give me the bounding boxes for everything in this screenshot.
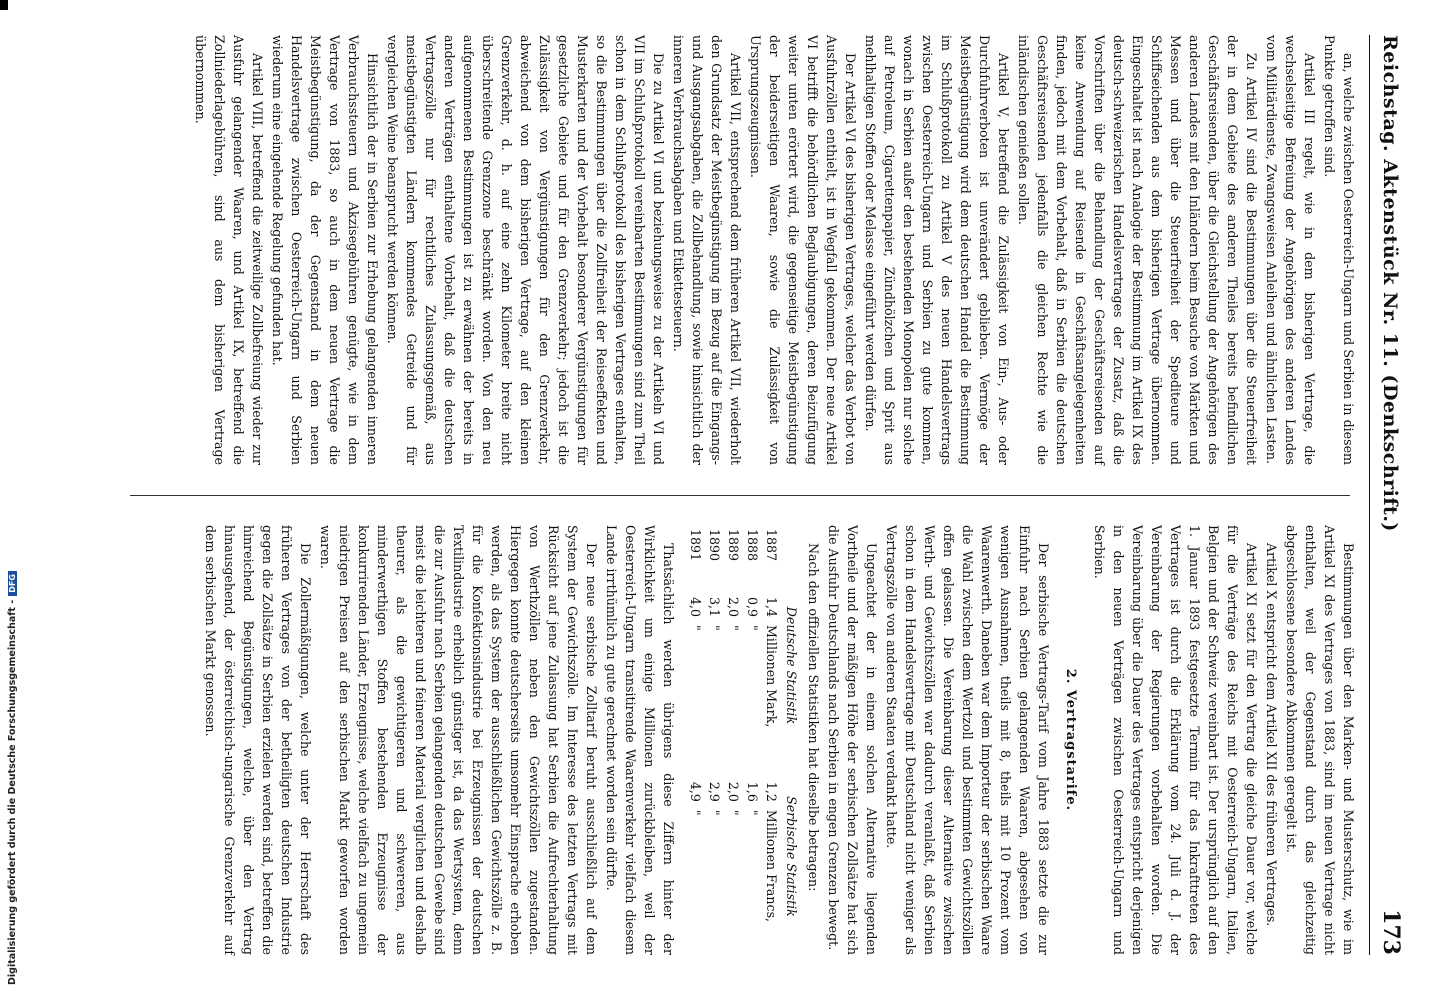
serbian-unit-cell: " xyxy=(688,809,703,816)
paragraph: Bestimmungen über den Marken- und Musterschutz, wie im Artikel XI des Vertrages von 1883, sind im neuen Vertrage nicht enthalten, weil der Gegenstand durch das gleichzeitig abgeschlossene besondere Abkommen geregelt ist. xyxy=(1284,525,1356,955)
export-statistics-table xyxy=(686,525,802,955)
serbian-value-cell: 2,0 xyxy=(726,781,741,802)
table-row xyxy=(762,525,781,955)
year-cell: 1891 xyxy=(688,529,703,562)
paragraph: Artikel VIII, betreffend die zeitweilige Zollbefreiung wieder zur Ausfuhr gelangender Waaren, und Artikel IX, betreffend die Zollniederlagebühren, sind aus dem bisherigen Vertrage übernommen. xyxy=(193,35,265,465)
german-value-cell: 4,0 xyxy=(688,596,703,617)
table-row xyxy=(724,525,743,955)
paragraph: Der Artikel VI des bisherigen Vertrages, welcher das Verbot von Ausfuhrzöllen enthielt, ist in Wegfall gekommen. Der neue Artikel VI betrifft die behördlichen Beglaubigungen, deren Beizufügung weiter unten erörtert wird, die gegenseitige Meistbegünstigung der beiderseitigen Waaren, sowie die Zulässigkeit von Ursprungszeugnissen. xyxy=(748,35,858,465)
paragraph: Der neue serbische Zolltarif beruht ausschließlich auf dem System der Gewichtszölle. Im Interesse des letzten Vertrags mit Rücksicht auf jene Zulassung hat Serbien die Aufrechterhaltung von Werthzöllen neben den Gewichtszöllen zugestanden. Hiergegen konnte deutscherseits umsomehr Einsprache erhoben werden, als das System der ausschließlichen Gewichtszölle z. B. für die Konfektionsindustrie bei Erzeugnissen der deutschen Textilindustrie erheblich günstiger ist, da das Wertsystem, denn die zur Ausfuhr nach Serbien gelangenden deutschen Gewebe sind meist die leichteren und feineren Material verglichen und deshalb theurer, als die gewichtigeren und schwereren, aus minderwerthigen Stoffen bestehenden Erzeugnisse der konkurrirenden Länder, Erzeugnisse, welche vielfach zu ungemein niedrigen Preisen auf den serbischen Markt geworfen worden waren. xyxy=(318,525,599,955)
page-frame xyxy=(100,15,1410,975)
table-header-row xyxy=(781,525,802,955)
paragraph: Die zu Artikel VI und beziehungsweise zu der Artikeln VI und VII im Schlußprotokoll vereinbarten Bestimmungen sind zum Theil schon in dem Schlußprotokoll des bisherigen Vertrages enthalten, so die Bestimmungen über die Zollfreiheit der Reiseeffekten und Musterkarten und der Vorbehalt besonderer Vergünstigungen für gesetzliche Gebiete und für den Grenzverkehr; jedoch ist die Zulässigkeit von Vergünstigungen für den Grenzverkehr, abweichend von dem bisherigen Vertrage, auf den kleinen Grenzverkehr, d. h. auf eine zehn Kilometer breite nicht überschreitende Grenzzone beschränkt worden. Von den neu aufgenommenen Bestimmungen ist zu erwähnen der bereits in anderen Verträgen enthaltene Vorbehalt, daß die deutschen Vertragszölle nur für rechtliches Zulassungsgemäß, aus meistbegünstigten Ländern kommendes Getreide und für vergleichen Weine beansprucht werden können. xyxy=(385,35,666,465)
german-unit-cell: " xyxy=(726,625,741,631)
credit-text: Digitalisierung gefördert durch die Deutsche Forschungsgemeinschaft - xyxy=(7,599,18,985)
running-header xyxy=(1369,35,1404,955)
page-number: 173 xyxy=(1378,909,1404,955)
serbian-value-cell: 1,2 xyxy=(764,781,779,802)
table-row xyxy=(705,525,724,955)
serbian-unit-cell: Millionen Francs, xyxy=(764,809,779,923)
paragraph: an, welche zwischen Oesterreich-Ungarn und Serbien in diesem Punkte getroffen sind. xyxy=(1322,35,1356,465)
serbian-unit-cell: " xyxy=(745,809,760,816)
german-value-cell: 1,4 xyxy=(764,596,779,617)
year-header xyxy=(781,525,802,573)
paragraph: Artikel V, betreffend die Zulässigkeit von Ein-, Aus- oder Durchfuhrverboten ist unverändert geblieben. Vermöge der Meistbegünstigung wird dem deutschen Handel die Bestimmung im Schlußprotokoll zu Artikel V des neuen Handelsvertrags zwischen Oesterreich-Ungarn und Serbien zu gute kommen, wonach in Serbien außer den bestehenden Monopolen nur solche auf Petroleum, Cigarettenpapier, Zündhölzchen und Sprit aus mehlhaltigen Stoffen oder Melasse eingeführt werden dürfen. xyxy=(863,35,1011,465)
paragraph: Hinsichtlich der in Serbien zur Erhebung gelangenden inneren Verbrauchssteuern und Akzisegebühren genügte, wie in dem Vertrage von 1883, so auch in dem neuen Vertrage die Meistbegünstigung, da der Gegenstand in dem neuen Handelsvertrage zwischen Oesterreich-Ungarn und Serbien wiederum eine eingehende Regelung gefunden hat. xyxy=(270,35,380,465)
german-unit-cell: " xyxy=(745,625,760,631)
table-row xyxy=(743,525,762,955)
year-cell: 1890 xyxy=(707,529,722,562)
serbian-unit-cell: " xyxy=(726,809,741,816)
paragraph: Artikel XI setzt für den Vertrag die gleiche Dauer vor, welche für die Verträge des Reichs mit Oesterreich-Ungarn, Italien, Belgien und der Schweiz vereinbart ist. Der ursprünglich auf den 1. Januar 1893 festgesetzte Termin für das Inkrafttreten des Vertrages ist durch die Erklärung vom 24. Juli d. J. der Vereinbarung der Regierungen vorbehalten worden. Die Vereinbarung über die Dauer des Vertrages entspricht derjenigen in den neuen Verträgen zwischen Oesterreich-Ungarn und Serbien. xyxy=(1092,525,1259,955)
paragraph: Artikel VII, entsprechend dem früheren Artikel VII, wiederholt den Grundsatz der Meistbegünstigung im Bezug auf die Eingangs- und Ausgangsabgaben, die Zollbehandlung, sowie hinsichtlich der inneren Verbrauchsabgaben und Etikettesteuern. xyxy=(671,35,743,465)
right-column xyxy=(200,525,1358,955)
credit-text-line xyxy=(7,571,18,985)
serbian-value-cell: 1,6 xyxy=(745,781,760,802)
paragraph: Artikel X entspricht dem Artikel XII des früheren Vertrages. xyxy=(1264,543,1279,927)
year-cell: 1889 xyxy=(726,529,741,562)
stats-caption: Nach den offiziellen Statistiken hat dieselbe betragen: xyxy=(806,543,821,892)
scanned-page xyxy=(100,15,1410,975)
digitization-credit xyxy=(0,0,18,1000)
paragraph: Die Zollermäßigungen, welche unter der Herrschaft des früheren Vertrages von der betheiligten deutschen Industrie gegen die Zollsätze in Serbien erzielen werden sind, betreffen die hinreichend Begünstigungen, welche, über den Vertrag hinausgehend, der österreichisch-ungarische Grenzverkehr auf dem serbischen Markt genossen. xyxy=(203,525,313,955)
left-column xyxy=(190,35,1358,465)
running-title: Reichstag. Aktenstück Nr. 11. (Denkschrift.) xyxy=(1379,35,1401,532)
section-heading: 2. Vertragstarife. xyxy=(1063,668,1078,812)
year-cell: 1888 xyxy=(745,529,760,562)
year-cell: 1887 xyxy=(764,529,779,562)
paragraph: Zu Artikel IV sind die Bestimmungen über die Steuerfreiheit der in dem Gebiete des anderen Theiles bereits befindlichen Geschäftsreisenden, über die Gleichstellung der Angehörigen des anderen Landes mit den Inländern beim Besuche von Märkten und Messen und über die Steuerfreiheit der Spediteure und Schiffseichenden aus dem bisherigen Vertrage übernommen. Eingeschaltet ist nach Analogie der Bestimmung im Artikel IX des deutsch-schweizerischen Handelsvertrages der Zusatz, daß die Vorschriften über die Behandlung der Geschäftsreisenden auf keine Anwendung auf Reisende in Geschäftsangelegenheiten finden, jedoch mit dem Vorbehalt, daß in Serbien die deutschen Geschäftsreisenden jedenfalls die gleichen Rechte wie die inländischen genießen sollen. xyxy=(1016,35,1259,465)
paragraph: Der serbische Vertrags-Tarif vom Jahre 1883 setzte die zur Einfuhr nach Serbien gelangenden Waaren, abgesehen von wenigen Ausnahmen, theils mit 8, theils mit 10 Prozent vom Waarenwerth. Daneben war dem Importeur der serbischen Waare die Wahl zwischen dem Wertzoll und bestimmten Gewichtszöllen offen gelassen. Die Vereinbarung dieser Alternative zwischen Werth- und Gewichtszöllen war dadurch veranlaßt, daß Serbien schon in dem Handelsvertrage mit Deutschland nicht weniger als Vertragszölle von anderen Staaten verdankt hatte. xyxy=(884,525,1051,955)
dfg-logo: DFG xyxy=(8,571,17,596)
german-value-cell: 0,9 xyxy=(745,596,760,617)
paragraph: Thatsächlich werden übrigens diese Ziffern hinter der Wirklichkeit um einige Millionen zurückbleiben, weil der Oesterreich-Ungarn transitirende Waarenverkehr vielfach diesem Lande irrthümlich zu gute gerechnet worden sein dürfte. xyxy=(604,525,676,955)
paragraph: Artikel III regelt, wie in dem bisherigen Vertrage, die wechselseitige Befreiung der Angehörigen des anderen Landes vom Militärdienste, Zwangsweisen Anleihen und ähnlichen Lasten. xyxy=(1264,35,1317,465)
serbian-statistics-header: Serbische Statistik xyxy=(784,796,799,917)
german-value-cell: 3,1 xyxy=(707,596,722,617)
column-divider xyxy=(130,495,1350,496)
german-statistics-header: Deutsche Statistik xyxy=(784,606,799,725)
serbian-value-cell: 2,9 xyxy=(707,781,722,802)
table-row xyxy=(686,525,705,955)
serbian-value-cell: 4,9 xyxy=(688,781,703,802)
german-unit-cell: " xyxy=(707,625,722,631)
paragraph: Ungeachtet der in einem solchen Alternative liegenden Vortheile und der mäßigen Höhe der serbischen Zollsätze hat sich die Ausfuhr Deutschlands nach Serbien in engen Grenzen bewegt. xyxy=(826,525,879,955)
serbian-unit-cell: " xyxy=(707,809,722,816)
german-unit-cell: Millionen Mark, xyxy=(764,625,779,728)
german-unit-cell: " xyxy=(688,625,703,631)
german-value-cell: 2,0 xyxy=(726,596,741,617)
